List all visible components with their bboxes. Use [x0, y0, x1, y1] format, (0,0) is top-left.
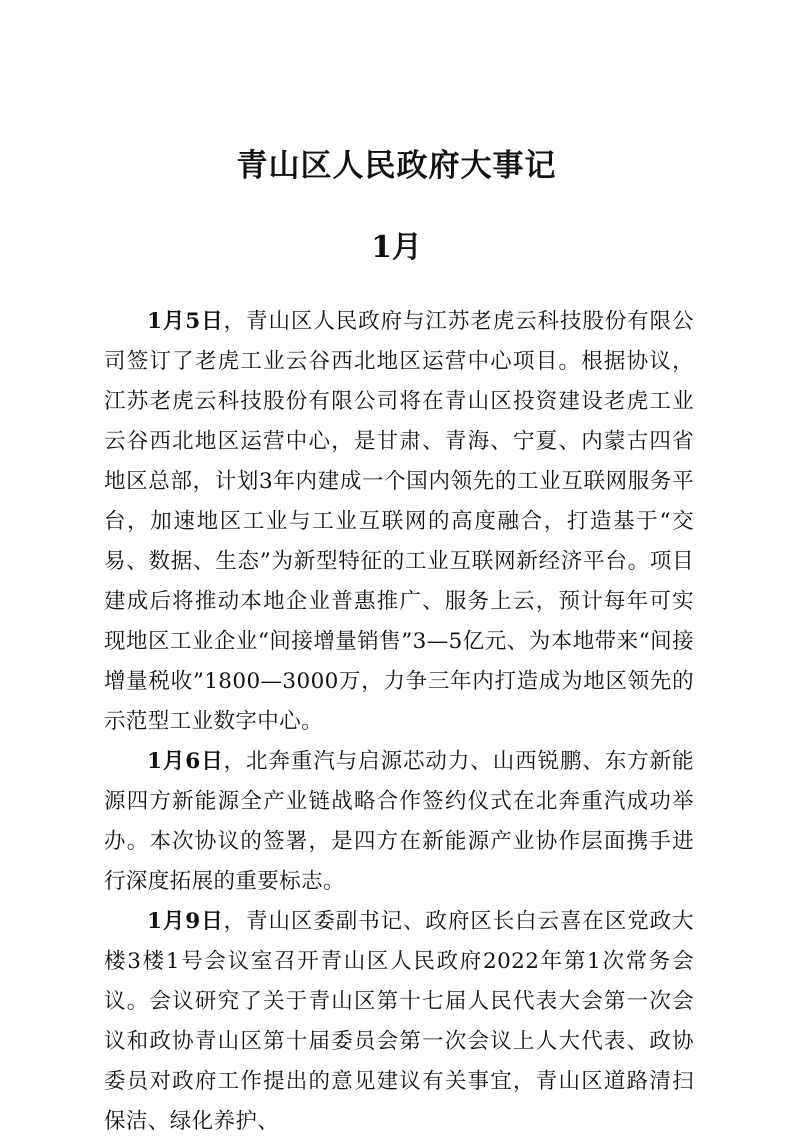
entry-paragraph [104, 302, 694, 742]
month-heading: 1月 [371, 230, 422, 265]
entry-text: ，青山区委副书记、政府区长白云喜在区党政大楼3楼1号会议室召开青山区人民政府2022年第1次常务会议。会议研究了关于青山区第十七届人民代表大会第一次会议和政协青山区第十届委员会第一次会议上人大代表、政协委员对政府工作提出的意见建议有关事宜，青山区道路清扫保洁、绿化养护、 [104, 909, 694, 1134]
document-title: 青山区人民政府大事记 [236, 148, 557, 184]
entry-paragraph [104, 902, 694, 1142]
entry-date: 1月9日 [147, 909, 224, 934]
entry-date: 1月5日 [147, 309, 224, 334]
entry-text: ，青山区人民政府与江苏老虎云科技股份有限公司签订了老虎工业云谷西北地区运营中心项目。根据协议，江苏老虎云科技股份有限公司将在青山区投资建设老虎工业云谷西北地区运营中心，是甘肃、青海、宁夏、内蒙古四省地区总部，计划3年内建成一个国内领先的工业互联网服务平台，加速地区工业与工业互联网的高度融合，打造基于“交易、数据、生态”为新型特征的工业互联网新经济平台。项目建成后将推动本地企业普惠推广、服务上云，预计每年可实现地区工业企业“间接增量销售”3—5亿元、为本地带来“间接增量税收”1800—3000万，力争三年内打造成为地区领先的示范型工业数字中心。 [104, 309, 694, 734]
entry-date: 1月6日 [147, 749, 224, 774]
document-body [104, 302, 694, 1142]
entry-paragraph [104, 742, 694, 902]
entry-text: ，北奔重汽与启源芯动力、山西锐鹏、东方新能源四方新能源全产业链战略合作签约仪式在北奔重汽成功举办。本次协议的签署，是四方在新能源产业协作层面携手进行深度拓展的重要标志。 [104, 749, 694, 894]
